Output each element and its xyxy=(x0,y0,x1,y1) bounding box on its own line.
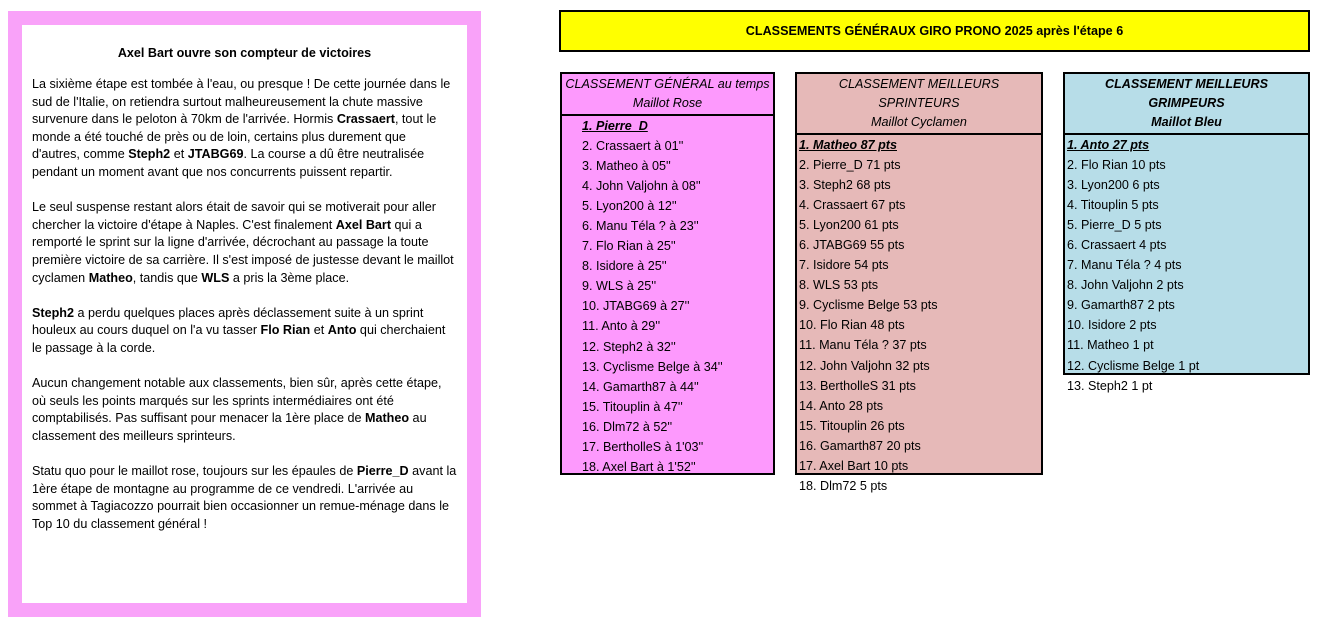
standing-row: 3. Lyon200 6 pts xyxy=(1067,178,1160,193)
table-header xyxy=(797,74,1041,135)
sprinters-classification-table xyxy=(795,72,1043,493)
climbers-classification-table xyxy=(1063,72,1310,393)
article-paragraph xyxy=(32,463,457,533)
table-title: CLASSEMENT MEILLEURS GRIMPEURS xyxy=(1104,77,1269,110)
standing-row: 4. Crassaert 67 pts xyxy=(799,198,906,213)
standing-row: 5. Lyon200 61 pts xyxy=(799,218,899,233)
standing-row: 8. Isidore à 25'' xyxy=(582,259,667,274)
standing-row: 6. Crassaert 4 pts xyxy=(1067,238,1167,253)
article-paragraph xyxy=(32,375,457,445)
highlighted-name: Crassaert xyxy=(336,112,395,127)
standing-row: 12. Steph2 à 32'' xyxy=(582,339,676,354)
text-run: . La course a dû être neutralisée pendant un moment avant que nos concurrents puissent repartir. xyxy=(32,147,425,179)
article-panel xyxy=(8,11,481,617)
standing-row: 18. Axel Bart à 1'52'' xyxy=(582,459,696,474)
highlighted-name: Matheo xyxy=(364,411,410,426)
highlighted-name: Matheo xyxy=(88,270,133,285)
table-header xyxy=(562,74,773,116)
standing-row: 6. JTABG69 55 pts xyxy=(799,238,905,253)
text-run: , tout le monde a été touché de près ou de loin, certains plus durement que d'autres, comme xyxy=(32,112,437,162)
jersey-name: Maillot Rose xyxy=(632,96,703,110)
standing-row: 6. Manu Téla ? à 23'' xyxy=(582,219,699,234)
standing-row: 5. Pierre_D 5 pts xyxy=(1067,218,1162,233)
general-classification-table xyxy=(560,72,775,475)
standing-row: 12. Cyclisme Belge 1 pt xyxy=(1067,358,1200,373)
highlighted-name: Axel Bart xyxy=(335,217,392,232)
text-run: avant la 1ère étape de montagne au programme de ce vendredi. L'arrivée au sommet à Tagiacozzo pourrait bien occasionner un remue-ménage dans le Top 10 du classement général ! xyxy=(32,464,457,531)
standing-row: 11. Manu Téla ? 37 pts xyxy=(799,338,927,353)
jersey-name: Maillot Bleu xyxy=(1151,115,1222,129)
standing-row: 17. BertholleS à 1'03'' xyxy=(582,439,704,454)
standing-row: 11. Matheo 1 pt xyxy=(1067,338,1154,353)
text-run: a perdu quelques places après déclassement suite à un sprint houleux au cours duquel on l'a vu tasser xyxy=(32,305,424,338)
text-run: Le seul suspense restant alors était de savoir qui se motiverait pour aller chercher la victoire d'étape à Naples. C'est finalement xyxy=(32,200,436,232)
table-title: CLASSEMENT GÉNÉRAL au temps xyxy=(565,77,770,91)
standing-row: 1. Pierre_D xyxy=(582,119,648,133)
highlighted-name: Steph2 xyxy=(32,305,74,320)
highlighted-name: Pierre_D xyxy=(356,464,409,479)
standing-row: 12. John Valjohn 32 pts xyxy=(799,358,930,373)
highlighted-name: Flo Rian xyxy=(260,323,311,338)
standing-row: 10. JTABG69 à 27'' xyxy=(582,299,690,314)
article-paragraph xyxy=(32,199,457,287)
article-paragraph xyxy=(32,76,457,182)
standing-row: 8. John Valjohn 2 pts xyxy=(1067,278,1184,293)
text-run: , tandis que xyxy=(132,270,202,285)
standing-row: 2. Pierre_D 71 pts xyxy=(799,158,901,173)
article-paragraph xyxy=(32,305,457,358)
standing-row: 9. WLS à 25'' xyxy=(582,279,657,294)
standing-row: 4. John Valjohn à 08'' xyxy=(582,179,701,194)
jersey-name: Maillot Cyclamen xyxy=(871,115,967,129)
standing-row: 9. Gamarth87 2 pts xyxy=(1067,298,1175,313)
table-title: CLASSEMENT MEILLEURS SPRINTEURS xyxy=(838,77,1000,110)
standing-row: 4. Titouplin 5 pts xyxy=(1067,198,1159,213)
table-rows xyxy=(562,116,773,477)
standing-row: 13. BertholleS 31 pts xyxy=(799,378,916,393)
standing-row: 10. Flo Rian 48 pts xyxy=(799,318,905,333)
standings-banner: CLASSEMENTS GÉNÉRAUX GIRO PRONO 2025 après l'étape 6 xyxy=(559,10,1310,52)
standing-row: 14. Gamarth87 à 44'' xyxy=(582,379,699,394)
highlighted-name: Anto xyxy=(327,323,357,338)
standing-row: 2. Flo Rian 10 pts xyxy=(1067,158,1166,173)
standing-row: 14. Anto 28 pts xyxy=(799,398,884,413)
text-run: et xyxy=(170,147,188,162)
article-body xyxy=(32,76,457,533)
standing-row: 15. Titouplin 26 pts xyxy=(799,418,905,433)
standing-row: 3. Matheo à 05'' xyxy=(582,159,671,174)
text-run: qui a remporté le sprint sur la ligne d'arrivée, décrochant au passage la toute première victoire de sa carrière. Il s'est imposé de justesse devant le maillot cyclamen xyxy=(32,217,454,285)
table-rows xyxy=(797,135,1041,496)
standing-row: 13. Cyclisme Belge à 34'' xyxy=(582,359,723,374)
text-run: Statu quo pour le maillot rose, toujours sur les épaules de xyxy=(32,464,357,479)
text-run: Aucun changement notable aux classements, bien sûr, après cette étape, où seuls les points marqués sur les sprints intermédiaires ont été comptabilisés. Pas suffisant pour menacer la 1ère place de xyxy=(32,376,442,426)
standing-row: 11. Anto à 29'' xyxy=(582,319,661,334)
standing-row: 8. WLS 53 pts xyxy=(799,278,879,293)
standing-row: 18. Dlm72 5 pts xyxy=(799,478,888,493)
highlighted-name: WLS xyxy=(201,270,230,285)
standing-row: 13. Steph2 1 pt xyxy=(1067,378,1153,393)
standing-row: 15. Titouplin à 47'' xyxy=(582,399,683,414)
highlighted-name: JTABG69 xyxy=(187,147,244,162)
standing-row: 7. Isidore 54 pts xyxy=(799,258,889,273)
standing-row: 5. Lyon200 à 12'' xyxy=(582,199,677,214)
text-run: La sixième étape est tombée à l'eau, ou presque ! De cette journée dans le sud de l'Italie, on retiendra surtout malheureusement la chute massive survenure dans le peloton à 70km de l'arrivée. Hormis xyxy=(32,77,451,127)
standing-row: 16. Gamarth87 20 pts xyxy=(799,438,921,453)
standing-row: 7. Flo Rian à 25'' xyxy=(582,239,676,254)
highlighted-name: Steph2 xyxy=(128,147,171,162)
standing-row: 3. Steph2 68 pts xyxy=(799,178,891,193)
text-run: et xyxy=(310,323,328,338)
standing-row: 16. Dlm72 à 52'' xyxy=(582,419,673,434)
standing-row: 17. Axel Bart 10 pts xyxy=(799,458,909,473)
standing-row: 9. Cyclisme Belge 53 pts xyxy=(799,298,938,313)
text-run: qui cherchaient le passage à la corde. xyxy=(32,323,446,355)
standing-row: 2. Crassaert à 01'' xyxy=(582,139,684,154)
table-rows xyxy=(1065,135,1308,396)
standing-row: 10. Isidore 2 pts xyxy=(1067,318,1157,333)
article-title: Axel Bart ouvre son compteur de victoires xyxy=(117,46,372,60)
text-run: au classement des meilleurs sprinteurs. xyxy=(32,411,427,443)
table-header xyxy=(1065,74,1308,135)
text-run: a pris la 3ème place. xyxy=(229,270,350,285)
standing-row: 1. Matheo 87 pts xyxy=(799,138,897,152)
standing-row: 1. Anto 27 pts xyxy=(1067,138,1150,152)
standing-row: 7. Manu Téla ? 4 pts xyxy=(1067,258,1182,273)
